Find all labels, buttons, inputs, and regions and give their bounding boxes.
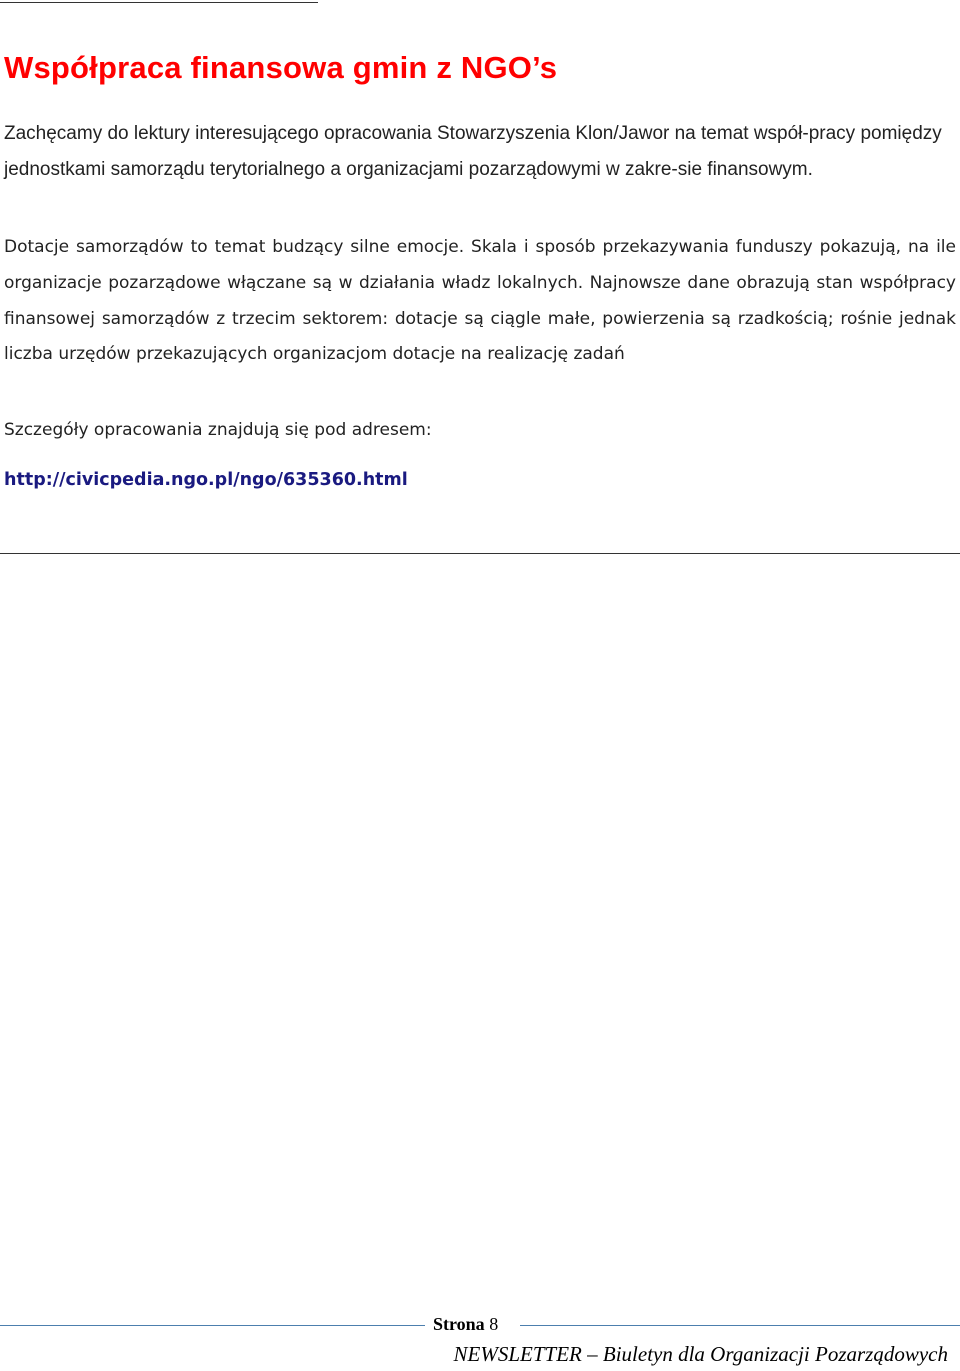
article-link[interactable]: http://civicpedia.ngo.pl/ngo/635360.html: [4, 470, 408, 490]
page-number: [433, 1314, 498, 1335]
page-label: Strona: [433, 1314, 485, 1334]
footer-divider-left: [0, 1325, 425, 1326]
section-divider: [0, 553, 960, 554]
page-number-value: 8: [489, 1314, 499, 1334]
article-title: Współpraca finansowa gmin z NGO’s: [4, 50, 558, 85]
body-paragraph: Dotacje samorządów to temat budzący silne emocje. Skala i sposób przekazywania funduszy pokazują, na ile organizacje pozarządowe włączane są w działania władz lokalnych. Najnowsze dane obrazują stan współpracy finansowej samorządów z trzecim sektorem: dotacje są ciągle małe, powierzenia są rzadkością; rośnie jednak liczba urzędów przekazujących organizacjom dotacje na realizację zadań: [4, 237, 956, 365]
intro-paragraph: Zachęcamy do lektury interesującego opracowania Stowarzyszenia Klon/Jawor na temat współ-pracy pomiędzy jednostkami samorządu terytorialnego a organizacjami pozarządowymi w zakre-sie finansowym.: [4, 123, 942, 180]
footer-brand: NEWSLETTER – Biuletyn dla Organizacji Pozarządowych: [453, 1342, 948, 1366]
top-divider: [0, 2, 318, 3]
details-label: Szczegóły opracowania znajdują się pod adresem:: [4, 420, 432, 440]
footer-divider-right: [520, 1325, 960, 1326]
